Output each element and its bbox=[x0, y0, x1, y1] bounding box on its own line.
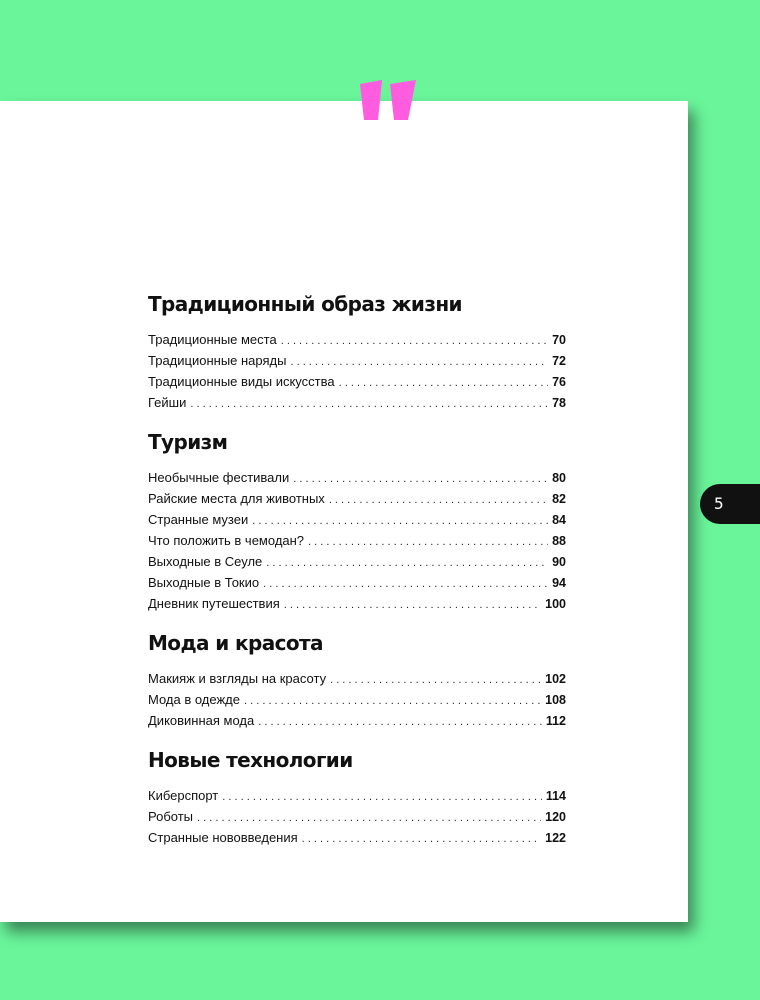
entry-label: Дневник путешествия bbox=[148, 596, 280, 611]
toc-section bbox=[148, 427, 566, 614]
dot-leader bbox=[252, 511, 548, 532]
dot-leader bbox=[290, 352, 548, 373]
table-of-contents bbox=[148, 289, 566, 862]
entry-page-number: 102 bbox=[545, 672, 566, 686]
toc-entry[interactable] bbox=[148, 572, 566, 593]
entry-label: Киберспорт bbox=[148, 788, 219, 803]
toc-entry[interactable] bbox=[148, 806, 566, 827]
entry-page-number: 70 bbox=[552, 333, 566, 347]
toc-entry[interactable] bbox=[148, 593, 566, 614]
toc-entry[interactable] bbox=[148, 551, 566, 572]
entry-label: Традиционные места bbox=[148, 332, 277, 347]
dot-leader bbox=[302, 829, 541, 850]
dot-leader bbox=[330, 670, 541, 691]
dot-leader bbox=[293, 469, 548, 490]
quote-mark-icon bbox=[358, 80, 418, 124]
entry-page-number: 78 bbox=[552, 396, 566, 410]
toc-section bbox=[148, 289, 566, 413]
entry-page-number: 84 bbox=[552, 513, 566, 527]
section-title: Мода и красота bbox=[148, 631, 323, 655]
entry-label: Выходные в Сеуле bbox=[148, 554, 263, 569]
dot-leader bbox=[281, 331, 548, 352]
toc-entry[interactable] bbox=[148, 371, 566, 392]
entry-page-number: 120 bbox=[545, 810, 566, 824]
toc-entry[interactable] bbox=[148, 689, 566, 710]
dot-leader bbox=[308, 532, 548, 553]
toc-entry[interactable] bbox=[148, 467, 566, 488]
dot-leader bbox=[244, 691, 541, 712]
entry-label: Странные музеи bbox=[148, 512, 249, 527]
dot-leader bbox=[329, 490, 548, 511]
dot-leader bbox=[284, 595, 541, 616]
entry-label: Райские места для животных bbox=[148, 491, 325, 506]
dot-leader bbox=[263, 574, 548, 595]
dot-leader bbox=[339, 373, 548, 394]
page-number-tab: 5 bbox=[700, 484, 760, 524]
toc-entry[interactable] bbox=[148, 668, 566, 689]
entry-label: Роботы bbox=[148, 809, 194, 824]
section-title: Новые технологии bbox=[148, 748, 353, 772]
toc-entry[interactable] bbox=[148, 392, 566, 413]
toc-entry[interactable] bbox=[148, 509, 566, 530]
entry-label: Диковинная мода bbox=[148, 713, 255, 728]
entry-page-number: 72 bbox=[552, 354, 566, 368]
entry-label: Странные нововведения bbox=[148, 830, 298, 845]
entry-label: Традиционные наряды bbox=[148, 353, 287, 368]
entry-page-number: 90 bbox=[552, 555, 566, 569]
toc-entry[interactable] bbox=[148, 827, 566, 848]
dot-leader bbox=[266, 553, 548, 574]
entry-page-number: 122 bbox=[545, 831, 566, 845]
entry-page-number: 76 bbox=[552, 375, 566, 389]
toc-entry[interactable] bbox=[148, 350, 566, 371]
section-title: Туризм bbox=[148, 430, 228, 454]
dot-leader bbox=[197, 808, 541, 829]
dot-leader bbox=[190, 394, 548, 415]
toc-entry[interactable] bbox=[148, 710, 566, 731]
entry-label: Необычные фестивали bbox=[148, 470, 290, 485]
section-title: Традиционный образ жизни bbox=[148, 292, 462, 316]
entry-page-number: 80 bbox=[552, 471, 566, 485]
entry-label: Что положить в чемодан? bbox=[148, 533, 305, 548]
entry-page-number: 114 bbox=[545, 789, 566, 803]
toc-entry[interactable] bbox=[148, 488, 566, 509]
entry-page-number: 94 bbox=[552, 576, 566, 590]
entry-label: Макияж и взгляды на красоту bbox=[148, 671, 327, 686]
toc-entry[interactable] bbox=[148, 785, 566, 806]
entry-label: Традиционные виды искусства bbox=[148, 374, 335, 389]
entry-page-number: 112 bbox=[545, 714, 566, 728]
entry-label: Гейши bbox=[148, 395, 187, 410]
entry-page-number: 108 bbox=[545, 693, 566, 707]
toc-section bbox=[148, 628, 566, 731]
entry-page-number: 100 bbox=[545, 597, 566, 611]
entry-label: Мода в одежде bbox=[148, 692, 240, 707]
dot-leader bbox=[258, 712, 542, 733]
entry-page-number: 88 bbox=[552, 534, 566, 548]
toc-section bbox=[148, 745, 566, 848]
toc-entry[interactable] bbox=[148, 530, 566, 551]
entry-page-number: 82 bbox=[552, 492, 566, 506]
dot-leader bbox=[222, 787, 542, 808]
toc-entry[interactable] bbox=[148, 329, 566, 350]
entry-label: Выходные в Токио bbox=[148, 575, 260, 590]
